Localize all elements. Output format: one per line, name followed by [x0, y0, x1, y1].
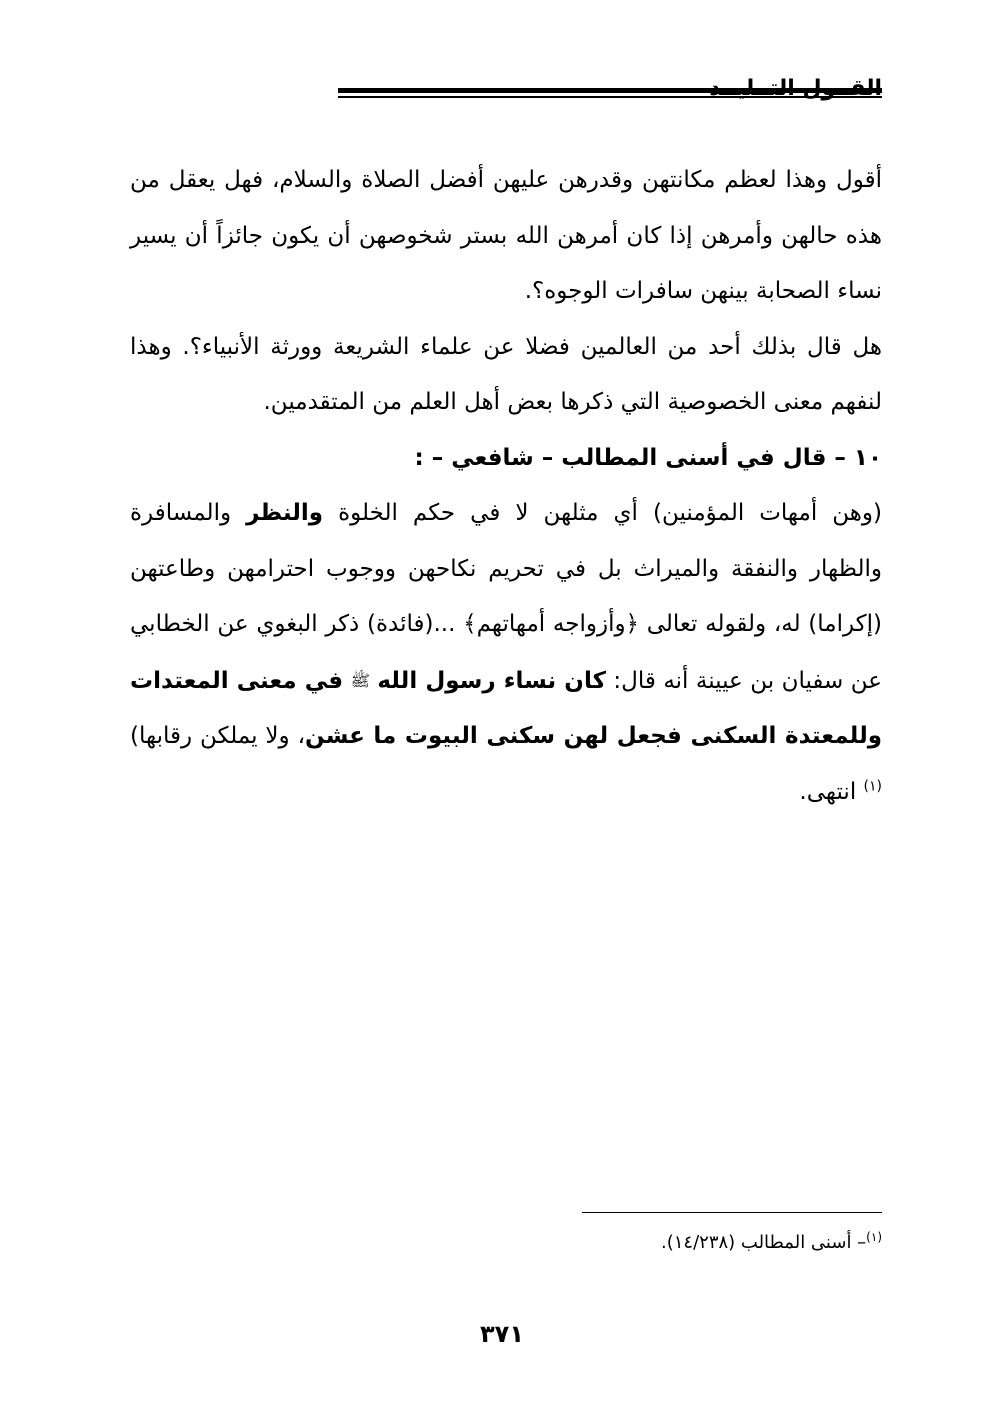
header-rule-thick [338, 88, 882, 93]
paragraph-1: أقول وهذا لعظم مكانتهن وقدرهن عليهن أفضل الصلاة والسلام، فهل يعقل من هذه حالهن وأمرهن إذا كان أمرهن الله بستر شخوصهن أن يكون جائزاً أن يسير نساء الصحابة بينهن سافرات الوجوه؟. [130, 167, 882, 304]
footnote-text: – أسنى المطالب (١٤/٢٣٨). [661, 1232, 867, 1253]
footnote-marker: (١) [866, 1230, 882, 1244]
quote-text-3: ، ولا يملكن رقابها) [130, 723, 305, 749]
footnote [661, 1232, 882, 1253]
section-paragraph [130, 486, 882, 820]
footnote-separator [582, 1212, 882, 1213]
quote-text-4: انتهى. [799, 778, 864, 805]
quote-bold-nisa: كان نساء رسول الله [377, 667, 606, 694]
salawat-symbol: ﷺ [350, 670, 370, 690]
footnote-reference[interactable]: (١) [863, 777, 882, 794]
header-rule-thin [338, 96, 882, 98]
paragraph-2: هل قال بذلك أحد من العالمين فضلا عن علماء الشريعة وورثة الأنبياء؟. وهذا لنفهم معنى الخصوصية التي ذكرها بعض أهل العلم من المتقدمين. [130, 333, 882, 415]
quote-text-2: والمسافرة والظهار والنفقة والميراث بل في تحريم نكاحهن ووجوب احترامهن وطاعتهن (إكراما) له، ولقوله تعالى ﴿وأزواجه أمهاتهم﴾ ...(فائدة) ذكر البغوي عن الخطابي عن سفيان بن عيينة أنه قال: [130, 500, 882, 694]
running-header [130, 70, 882, 110]
main-text [130, 153, 882, 820]
quote-bold-nazar: والنظر [246, 500, 324, 526]
quote-bold-maana: في معنى المعتدات وللمعتدة السكنى فجعل لهن سكنى البيوت ما عشن [130, 667, 882, 749]
quote-text-1: (وهن أمهات المؤمنين) أي مثلهن لا في حكم الخلوة [323, 500, 882, 526]
section-heading: ١٠ – قال في أسنى المطالب – شافعي – : [414, 444, 882, 471]
page-number: ٣٧١ [480, 1320, 524, 1348]
